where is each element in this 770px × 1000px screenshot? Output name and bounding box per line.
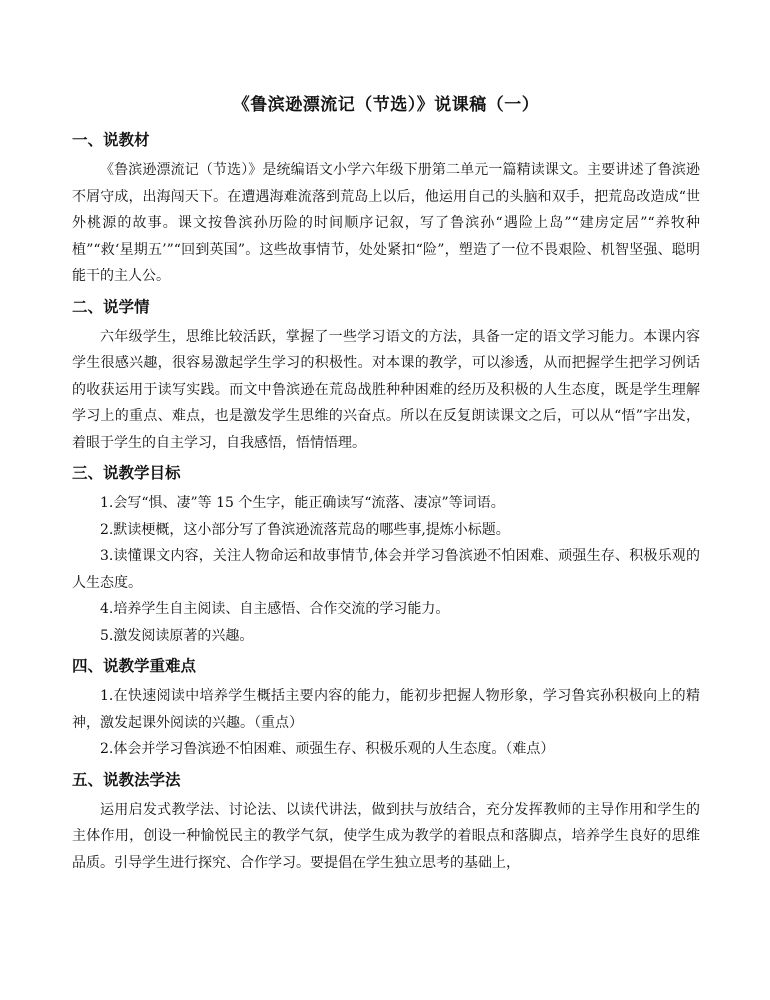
list-item: 1.会写“惧、凄”等 15 个生字，能正确读写“流落、凄凉”等词语。 xyxy=(100,495,505,511)
section-paragraph: 六年级学生，思维比较活跃，掌握了一些学习语文的方法，具备一定的语文学习能力。本课内容学生很感兴趣，很容易激起学生学习的积极性。对本课的教学，可以渗透，从而把握学生把学习例话的收获运用于读写实践。而文中鲁滨逊在荒岛战胜种种困难的经历及积极的人生态度，既是学生理解学习上的重点、难点，也是激发学生思维的兴奋点。所以在反复朗读课文之后，可以从“悟”字出发，着眼于学生的自主学习，自我感悟，悟情悟理。 xyxy=(72,328,700,451)
section-teaching-objectives xyxy=(72,462,700,649)
section-heading: 二、说学情 xyxy=(72,297,150,316)
list-item: 3.读懂课文内容，关注人物命运和故事情节,体会并学习鲁滨逊不怕困难、顽强生存、积极乐观的人生态度。 xyxy=(72,548,700,591)
document-title: 《鲁滨逊漂流记（节选）》说课稿（一） xyxy=(232,95,540,115)
list-item: 5.激发阅读原著的兴趣。 xyxy=(100,627,254,644)
section-student-analysis xyxy=(72,296,700,457)
section-heading: 五、说教法学法 xyxy=(72,770,181,789)
section-key-difficult-points xyxy=(72,655,700,763)
list-item: 2.默读梗概，这小部分写了鲁滨逊流落荒岛的哪些事,提炼小标题。 xyxy=(100,521,510,538)
section-paragraph: 运用启发式教学法、讨论法、以读代讲法，做到扶与放结合，充分发挥教师的主导作用和学生的主体作用，创设一种愉悦民主的教学气氛，使学生成为教学的着眼点和落脚点，培养学生良好的思维品质。引导学生进行探究、合作学习。要提倡在学生独立思考的基础上， xyxy=(72,801,700,871)
section-heading: 四、说教学重难点 xyxy=(72,657,197,675)
section-teaching-material xyxy=(72,129,700,290)
document-page xyxy=(72,90,700,882)
section-heading: 一、说教材 xyxy=(72,131,150,149)
section-heading: 三、说教学目标 xyxy=(72,464,181,482)
key-points-list xyxy=(72,683,700,763)
list-item: 2.体会并学习鲁滨逊不怕困难、顽强生存、积极乐观的人生态度。（难点） xyxy=(100,741,555,757)
section-paragraph: 《鲁滨逊漂流记（节选）》是统编语文小学六年级下册第二单元一篇精读课文。主要讲述了鲁滨逊不屑守成，出海闯天下。在遭遇海难流落到荒岛上以后，他运用自己的头脑和双手，把荒岛改造成“世外桃源的故事。课文按鲁滨孙历险的时间顺序记叙，写了鲁滨孙“遇险上岛”“建房定居”“养牧种植”“救‘星期五’”“回到英国”。这些故事情节，处处紧扣“险”，塑造了一位不畏艰险、机智坚强、聪明能干的主人公。 xyxy=(72,162,700,284)
list-item: 4.培养学生自主阅读、自主感悟、合作交流的学习能力。 xyxy=(100,601,450,617)
objectives-list xyxy=(72,490,700,649)
list-item: 1.在快速阅读中培养学生概括主要内容的能力，能初步把握人物形象，学习鲁宾孙积极向上的精神，激发起课外阅读的兴趣。（重点） xyxy=(72,688,700,731)
section-teaching-methods xyxy=(72,769,700,877)
